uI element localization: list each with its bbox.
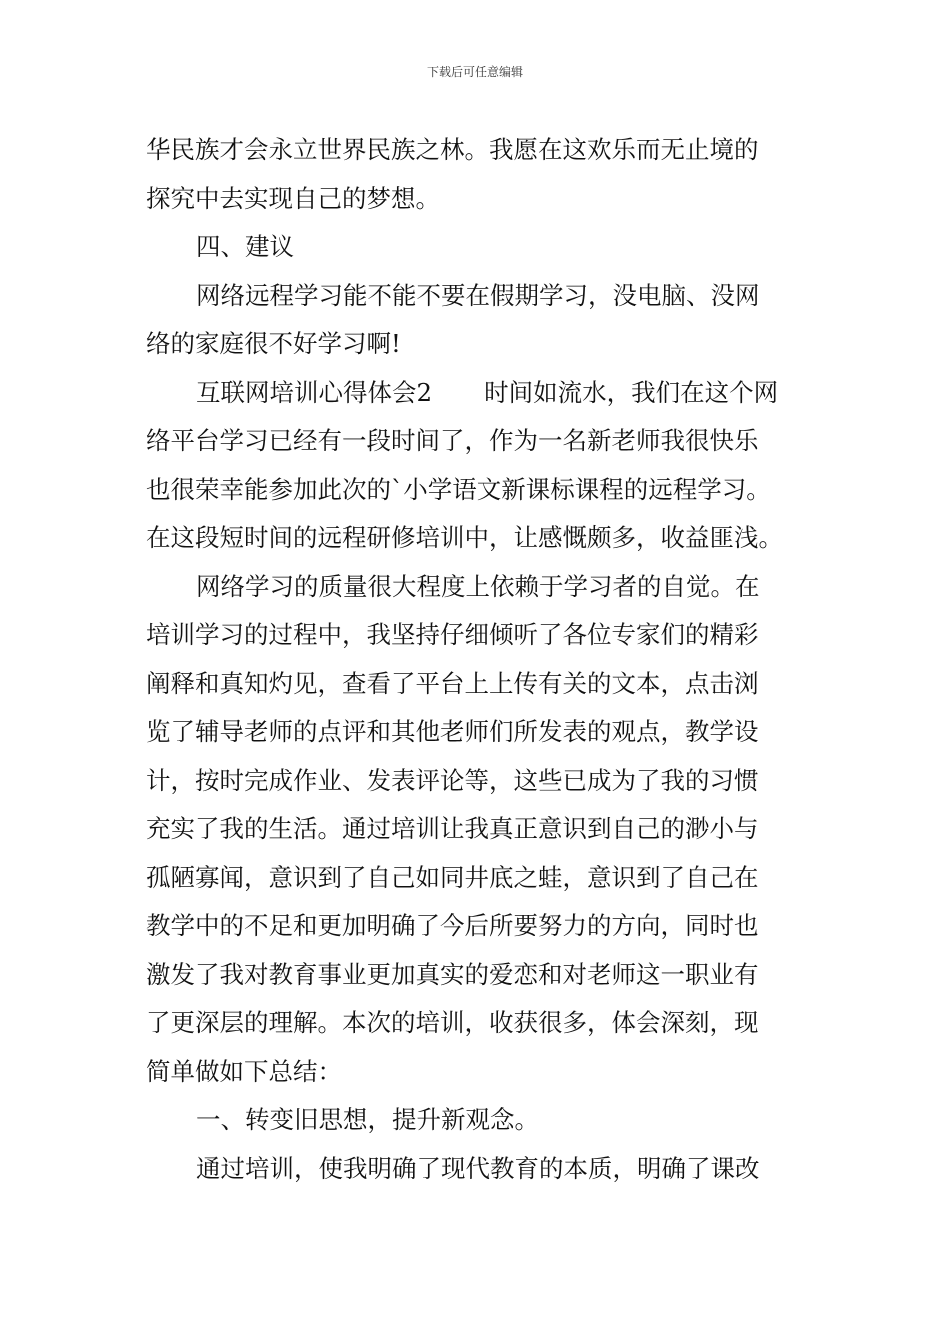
text-line: 了更深层的理解。本次的培训，收获很多，体会深刻，现 xyxy=(146,1008,759,1037)
text-line: 简单做如下总结： xyxy=(146,1056,342,1086)
text-line: 教学中的不足和更加明确了今后所要努力的方向，同时也 xyxy=(146,911,759,940)
title-line xyxy=(146,369,826,418)
text-line: 计，按时完成作业、发表评论等，这些已成为了我的习惯 xyxy=(146,765,759,795)
text-line: 络平台学习已经有一段时间了，作为一名新老师我很快乐 xyxy=(146,426,759,455)
page-header: 下载后可任意编辑 xyxy=(426,65,523,79)
text-line: 探究中去实现自己的梦想。 xyxy=(146,183,440,213)
section-heading: 四、建议 xyxy=(196,232,294,261)
text-line: 网络远程学习能不能不要在假期学习，没电脑、没网 xyxy=(196,280,760,310)
text-line: 培训学习的过程中，我坚持仔细倾听了各位专家们的精彩 xyxy=(146,620,759,649)
text-line: 阐释和真知灼见，查看了平台上上传有关的文本，点击浏 xyxy=(146,668,759,698)
text-line: 也很荣幸能参加此次的`小学语文新课标课程的远程学习。 xyxy=(146,474,771,504)
text-line: 通过培训，使我明确了现代教育的本质，明确了课改 xyxy=(196,1153,760,1183)
text-line: 览了辅导老师的点评和其他老师们所发表的观点，教学设 xyxy=(146,717,759,746)
text-line: 孤陋寡闻，意识到了自己如同井底之蛙，意识到了自己在 xyxy=(146,862,759,892)
text-line: 充实了我的生活。通过培训让我真正意识到自己的渺小与 xyxy=(146,814,759,843)
section-heading: 一、转变旧思想，提升新观念。 xyxy=(196,1105,539,1134)
text-line: 激发了我对教育事业更加真实的爱恋和对老师这一职业有 xyxy=(146,959,759,989)
text-segment: 时间如流水，我们在这个网 xyxy=(484,377,779,407)
text-line: 络的家庭很不好学习啊! xyxy=(146,329,401,358)
text-line: 网络学习的质量很大程度上依赖于学习者的自觉。在 xyxy=(196,571,760,601)
text-line: 华民族才会永立世界民族之林。我愿在这欢乐而无止境的 xyxy=(146,135,759,164)
article-title: 互联网培训心得体会2 xyxy=(196,377,433,407)
text-line: 在这段短时间的远程研修培训中，让感慨颇多，收益匪浅。 xyxy=(146,523,783,552)
document-body xyxy=(146,126,826,1193)
